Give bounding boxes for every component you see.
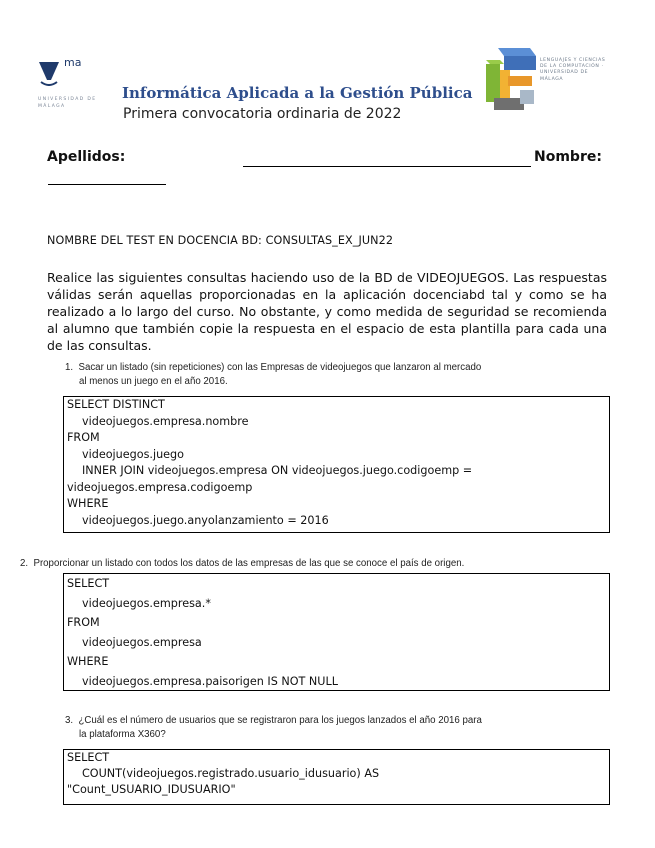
question-text: Proporcionar un listado con todos los datos de las empresas de las que se conoce el país de origen. — [33, 558, 465, 569]
sql-line: SELECT — [67, 751, 110, 764]
lcc-cube-icon — [480, 46, 538, 114]
nombre-label: Nombre: — [534, 149, 602, 165]
sql-line: videojuegos.empresa.paisorigen IS NOT NULL — [82, 674, 338, 688]
sql-line: FROM — [67, 431, 100, 444]
uma-superscript: ma — [64, 56, 82, 69]
sql-line: "Count_USUARIO_IDUSUARIO" — [67, 783, 236, 796]
sql-line: WHERE — [67, 655, 109, 668]
answer-box-3[interactable] — [63, 749, 610, 805]
sql-line: videojuegos.empresa.* — [82, 596, 211, 610]
sql-line: videojuegos.empresa — [82, 635, 202, 649]
test-name: NOMBRE DEL TEST EN DOCENCIA BD: CONSULTAS_EX_JUN22 — [47, 234, 394, 247]
uma-emblem-icon — [38, 58, 60, 86]
question-3 — [65, 714, 615, 742]
sql-line: FROM — [67, 616, 100, 629]
lcc-logo — [480, 46, 620, 116]
course-title: Informática Aplicada a la Gestión Pública — [122, 84, 473, 102]
sql-line: SELECT — [67, 577, 110, 590]
question-text: ¿Cuál es el número de usuarios que se registraron para los juegos lanzados el año 2016 para — [78, 715, 482, 726]
uma-subtitle: UNIVERSIDAD DE MÁLAGA — [38, 97, 97, 109]
question-number: 1. — [65, 362, 74, 373]
question-text-cont: la plataforma X360? — [79, 729, 166, 740]
sql-line: videojuegos.empresa.nombre — [82, 414, 249, 428]
answer-box-1[interactable] — [63, 396, 610, 533]
sql-line: SELECT DISTINCT — [67, 398, 165, 411]
exam-session: Primera convocatoria ordinaria de 2022 — [123, 106, 402, 122]
sql-line: WHERE — [67, 497, 109, 510]
question-text: Sacar un listado (sin repeticiones) con las Empresas de videojuegos que lanzaron al mercado — [78, 362, 482, 373]
sql-line: videojuegos.empresa.codigoemp — [67, 480, 253, 494]
question-text-cont: al menos un juego en el año 2016. — [79, 376, 228, 387]
instructions-paragraph: Realice las siguientes consultas haciendo uso de la BD de VIDEOJUEGOS. Las respuestas válidas serán aquellas proporcionadas en la aplicación docenciabd tal y como se ha realizado a lo largo del curso. No obstante, y como medida de seguridad se recomienda al alumno que también copie la respuesta en el espacio de esta plantilla para cada una de las consultas. — [47, 270, 607, 353]
nombre-field-line[interactable] — [48, 184, 166, 185]
question-number: 2. — [20, 558, 29, 569]
question-1 — [65, 361, 615, 389]
sql-line: videojuegos.juego.anyolanzamiento = 2016 — [82, 513, 329, 527]
sql-line: INNER JOIN videojuegos.empresa ON videojuegos.juego.codigoemp = — [82, 464, 473, 477]
sql-line: COUNT(videojuegos.registrado.usuario_idusuario) AS — [82, 767, 380, 780]
question-2 — [20, 557, 620, 571]
question-number: 3. — [65, 715, 74, 726]
sql-line: videojuegos.juego — [82, 447, 184, 461]
lcc-logo-text: LENGUAJES Y CIENCIAS DE LA COMPUTACIÓN · UNIVERSIDAD DE MÁLAGA — [540, 58, 606, 82]
answer-box-2[interactable] — [63, 573, 610, 691]
apellidos-label: Apellidos: — [47, 149, 126, 165]
apellidos-field-line[interactable] — [243, 166, 531, 167]
uma-logo — [38, 58, 98, 120]
